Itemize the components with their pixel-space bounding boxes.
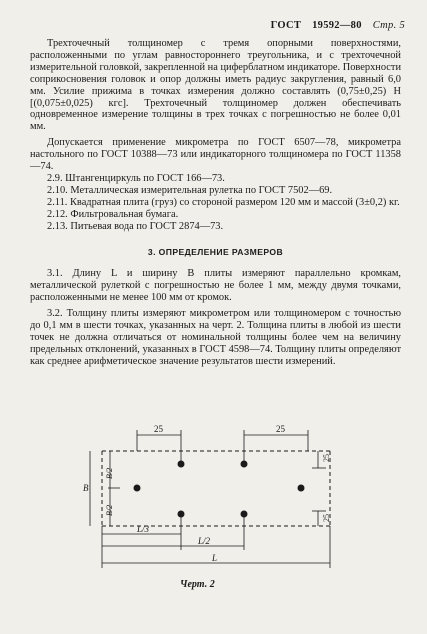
point-2 — [241, 461, 248, 468]
paragraph-3-2: 3.2. Толщину плиты измеряют микрометром или толщиномером с точностью до 0,1 мм в шести точках, указанных на черт. 2. Толщина плиты в любой из шести точек не должна отличаться от номинальной толщины более чем на величину предельных отклонений, указанных в ГОСТ 4598—74. Толщину плиты определяют как среднее арифметическое значение результатов шести измерений. — [30, 308, 401, 367]
dim-b-half-top-label: B/2 — [105, 467, 114, 479]
page-header — [263, 20, 405, 31]
dim-right-bottom-label: 25 — [322, 514, 331, 522]
paragraph-micrometer: Допускается применение микрометра по ГОСТ 6507—78, микрометра настольного по ГОСТ 10388—73 или индикаторного толщиномера по ГОСТ 11358—74. — [30, 137, 401, 173]
dim-l-half-label: L/2 — [198, 536, 211, 546]
paragraph-2-9: 2.9. Штангенциркуль по ГОСТ 166—73. — [47, 172, 225, 184]
document-body — [30, 38, 401, 368]
section-title: 3. ОПРЕДЕЛЕНИЕ РАЗМЕРОВ — [147, 246, 284, 257]
figure-caption: Черт. 2 — [180, 579, 215, 590]
dim-right-top-label: 25 — [322, 454, 331, 462]
dim-top-right — [244, 430, 308, 464]
paragraph-thickness-gauge: Трехточечный толщиномер с тремя опорными поверхностями, расположенными по углам равностороннего треугольника, и с трехточечной измерительной головкой, закрепленной на циферблатном индикаторе. Поверхности соприкосновения головок и опор должны иметь радиус закругления, равный 6,0 мм. Усилие прижима в точках измерения должно составлять (0,75±0,25) Н [(0,075±0,025) кгс]. Трехточечный толщиномер должен обеспечивать одновременное измерение толщины в трех точках с погрешностью не более 0,01 мм. — [30, 38, 402, 133]
point-3 — [134, 485, 141, 492]
dim-b-half-bottom-label: B/2 — [105, 504, 114, 516]
dim-top-left — [137, 430, 181, 464]
header-gost: ГОСТ — [270, 20, 302, 31]
paragraph-2-13: 2.13. Питьевая вода по ГОСТ 2874—73. — [47, 220, 224, 232]
point-4 — [298, 485, 305, 492]
header-page: Стр. 5 — [372, 20, 405, 31]
dim-l-third-label: L/3 — [137, 524, 150, 534]
paragraph-2-10: 2.10. Металлическая измерительная рулетка по ГОСТ 7502—69. — [47, 184, 333, 196]
dim-top-right-label: 25 — [276, 424, 285, 434]
header-number: 19592—80 — [312, 20, 362, 31]
drawing-figure — [80, 418, 340, 576]
point-1 — [178, 461, 185, 468]
dim-top-left-label: 25 — [154, 424, 163, 434]
dim-l-label: L — [212, 553, 218, 563]
paragraph-3-1: 3.1. Длину L и ширину B плиты измеряют параллельно кромкам, металлической рулеткой с погрешностью не более 1 мм, между двумя точками, расположенными не менее 100 мм от кромок. — [30, 268, 401, 304]
paragraph-2-12: 2.12. Фильтровальная бумага. — [47, 208, 179, 220]
dim-b-label: B — [83, 483, 89, 493]
paragraph-2-11: 2.11. Квадратная плита (груз) со стороной размером 120 мм и массой (3±0,2) кг. — [47, 196, 400, 208]
measurement-points — [134, 461, 305, 518]
